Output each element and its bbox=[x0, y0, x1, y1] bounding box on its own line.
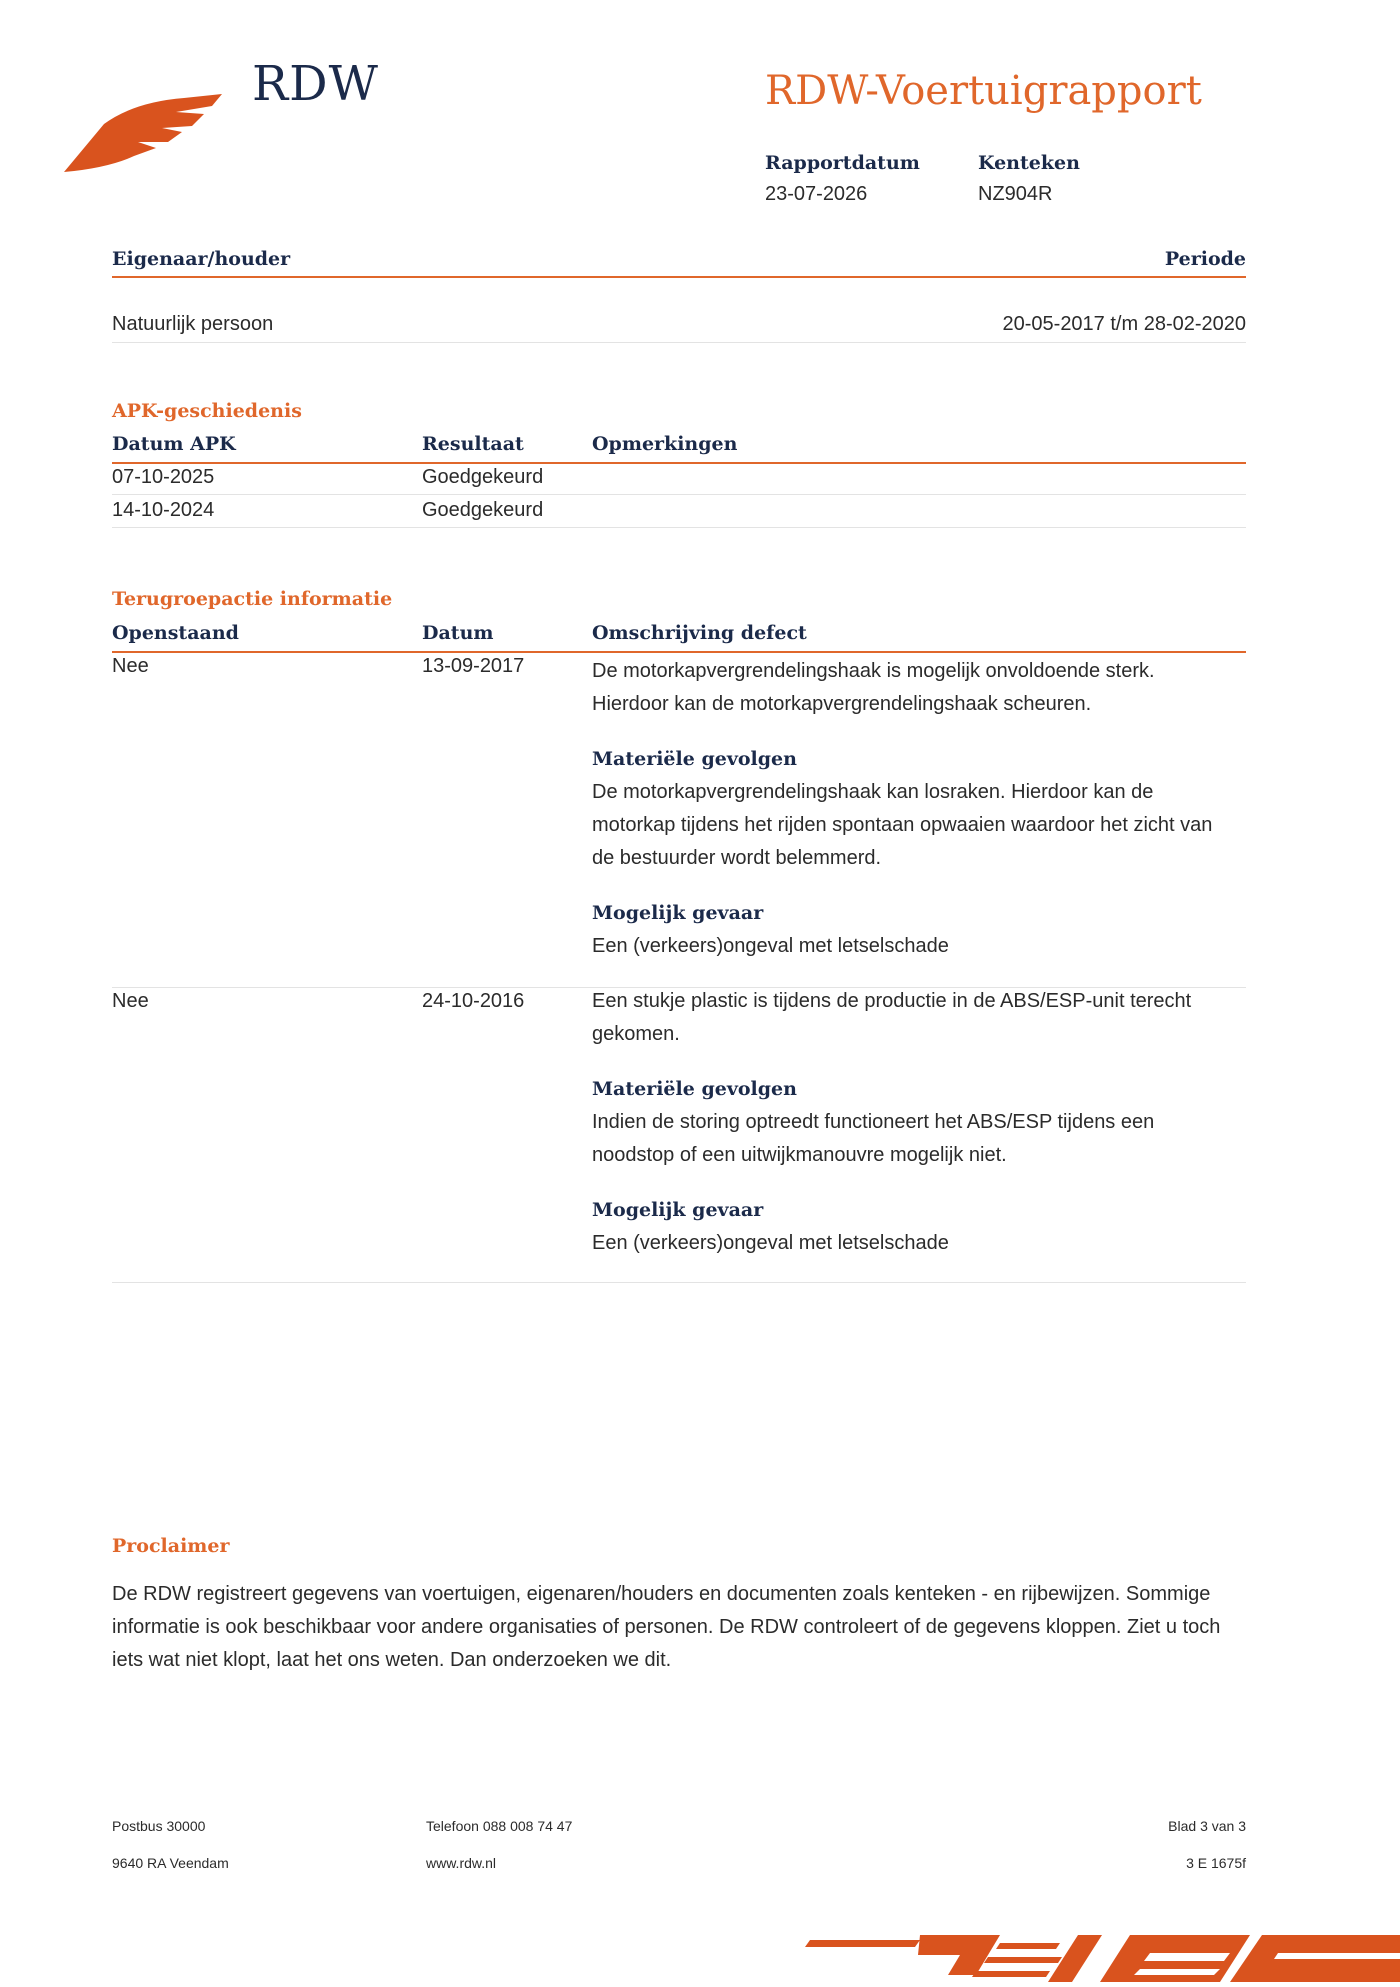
consequences-text: Indien de storing optreedt functioneert het ABS/ESP tijdens een noodstop of een uitwijkmanouvre mogelijk niet. bbox=[592, 1111, 1155, 1166]
consequences-label: Materiële gevolgen bbox=[592, 748, 797, 770]
apk-section-title: APK-geschiedenis bbox=[112, 400, 302, 422]
footer-stripe-decoration bbox=[800, 1925, 1400, 1987]
proclaimer-title: Proclaimer bbox=[112, 1535, 230, 1557]
owner-divider bbox=[112, 276, 1246, 278]
rdw-logo-text: RDW bbox=[252, 56, 379, 112]
apk-col-remarks: Opmerkingen bbox=[592, 433, 738, 455]
defect-text: De motorkapvergrendelingshaak is mogelijk onvoldoende sterk. Hierdoor kan de motorkapvergrendelingshaak scheuren. bbox=[592, 660, 1155, 715]
footer-page-number: Blad 3 van 3 bbox=[1168, 1818, 1246, 1834]
danger-label: Mogelijk gevaar bbox=[592, 902, 764, 924]
rdw-logo-mark bbox=[64, 84, 234, 181]
recall-description bbox=[592, 985, 1232, 1260]
recall-col-open: Openstaand bbox=[112, 622, 239, 644]
recall-date: 24-10-2016 bbox=[422, 990, 525, 1012]
defect-text: Een stukje plastic is tijdens de productie in de ABS/ESP-unit terecht gekomen. bbox=[592, 990, 1192, 1045]
apk-header-rule bbox=[112, 462, 1246, 464]
row-divider bbox=[112, 494, 1246, 495]
danger-text: Een (verkeers)ongeval met letselschade bbox=[592, 935, 949, 957]
apk-result: Goedgekeurd bbox=[422, 499, 544, 521]
apk-col-result: Resultaat bbox=[422, 433, 524, 455]
owner-period: 20-05-2017 t/m 28-02-2020 bbox=[1002, 313, 1246, 335]
footer-phone: Telefoon 088 008 74 47 bbox=[426, 1818, 573, 1834]
plate-value: NZ904R bbox=[978, 183, 1053, 205]
footer-po-box: Postbus 30000 bbox=[112, 1818, 206, 1834]
report-date-label: Rapportdatum bbox=[765, 152, 920, 174]
recall-date: 13-09-2017 bbox=[422, 655, 525, 677]
recall-col-date: Datum bbox=[422, 622, 494, 644]
row-divider bbox=[112, 527, 1246, 528]
footer-city: 9640 RA Veendam bbox=[112, 1855, 229, 1871]
danger-label: Mogelijk gevaar bbox=[592, 1199, 764, 1221]
consequences-label: Materiële gevolgen bbox=[592, 1078, 797, 1100]
recall-section-title: Terugroepactie informatie bbox=[112, 588, 393, 610]
consequences-text: De motorkapvergrendelingshaak kan losraken. Hierdoor kan de motorkap tijdens het rijden spontaan opwaaien waardoor het zicht van de bestuurder wordt belemmerd. bbox=[592, 781, 1213, 869]
owner-bottom-rule bbox=[112, 342, 1246, 343]
footer-website[interactable]: www.rdw.nl bbox=[426, 1855, 497, 1871]
recall-header-rule bbox=[112, 651, 1246, 653]
recall-open: Nee bbox=[112, 990, 149, 1012]
apk-col-date: Datum APK bbox=[112, 433, 236, 455]
recall-description bbox=[592, 655, 1232, 963]
footer-document-code: 3 E 1675f bbox=[1186, 1855, 1246, 1871]
row-divider bbox=[112, 1282, 1246, 1283]
danger-text: Een (verkeers)ongeval met letselschade bbox=[592, 1232, 949, 1254]
proclaimer-text: De RDW registreert gegevens van voertuigen, eigenaren/houders en documenten zoals kenteken - en rijbewijzen. Sommige informatie is ook beschikbaar voor andere organisaties of personen. De RDW controleert of de gegevens kloppen. Ziet u toch iets wat niet klopt, laat het ons weten. Dan onderzoeken we dit. bbox=[112, 1583, 1221, 1671]
report-title: RDW-Voertuigrapport bbox=[765, 68, 1202, 114]
report-date-value: 23-07-2026 bbox=[765, 183, 868, 205]
owner-type: Natuurlijk persoon bbox=[112, 313, 274, 335]
plate-label: Kenteken bbox=[978, 152, 1080, 174]
recall-col-defect: Omschrijving defect bbox=[592, 622, 807, 644]
recall-open: Nee bbox=[112, 655, 149, 677]
apk-date: 14-10-2024 bbox=[112, 499, 215, 521]
apk-date: 07-10-2025 bbox=[112, 466, 215, 488]
owner-label: Eigenaar/houder bbox=[112, 248, 291, 270]
apk-result: Goedgekeurd bbox=[422, 466, 544, 488]
period-label: Periode bbox=[1164, 248, 1246, 270]
